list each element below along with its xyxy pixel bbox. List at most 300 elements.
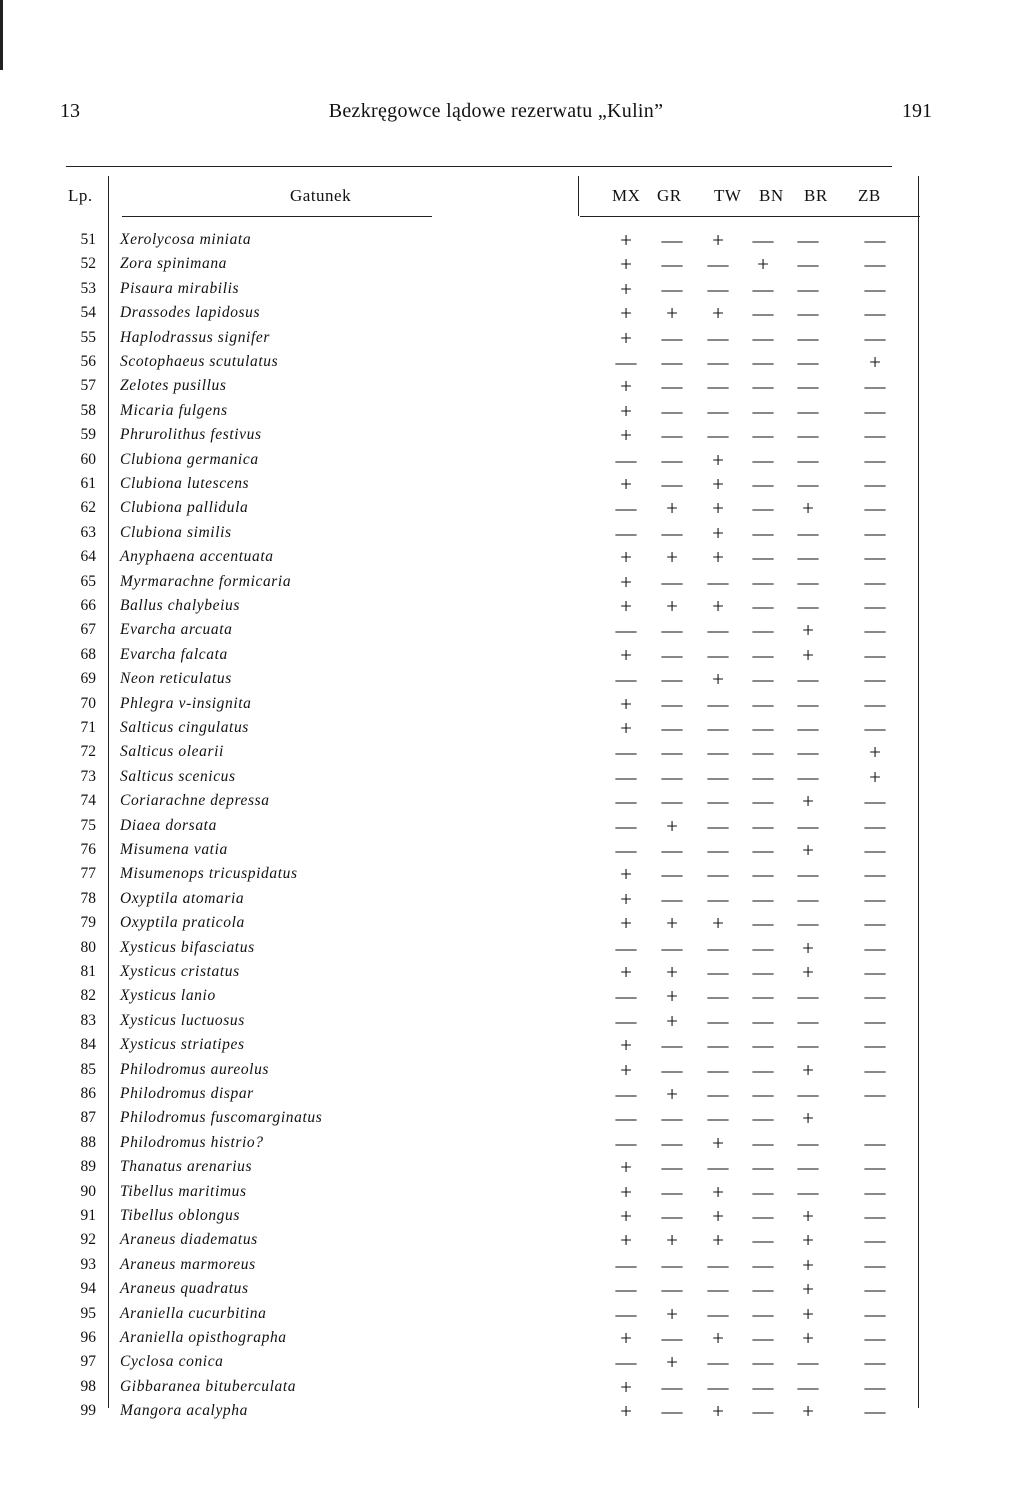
absence-mark: — (752, 716, 774, 740)
column-header-site: BR (804, 186, 828, 205)
absence-mark: — (864, 862, 886, 887)
absence-mark: — (615, 1130, 637, 1155)
species-name: Drassodes lapidosus (120, 304, 261, 322)
absence-mark: — (661, 642, 683, 667)
row-number: 94 (80, 1280, 96, 1298)
species-name: Xysticus bifasciatus (120, 938, 255, 956)
absence-mark: — (864, 301, 886, 326)
absence-mark: — (661, 447, 683, 472)
presence-mark: + (620, 911, 632, 936)
species-name: Thanatus arenarius (120, 1158, 253, 1176)
presence-mark: + (620, 1399, 632, 1424)
presence-mark: + (802, 1106, 814, 1131)
table-row (0, 228, 1024, 252)
presence-mark: + (666, 301, 678, 326)
absence-mark: — (752, 1082, 774, 1106)
absence-mark: — (707, 789, 729, 814)
presence-mark: + (802, 642, 814, 667)
absence-mark: — (615, 618, 637, 643)
absence-mark: — (707, 984, 729, 1009)
absence-mark: — (661, 1399, 683, 1424)
absence-mark: — (752, 667, 774, 692)
presence-mark: + (802, 1057, 814, 1082)
absence-mark: — (864, 398, 886, 423)
presence-mark: + (802, 1252, 814, 1277)
table-row (0, 326, 1024, 350)
absence-mark: — (661, 667, 683, 692)
presence-mark: + (620, 374, 632, 399)
table-row (0, 692, 1024, 716)
absence-mark: — (752, 691, 774, 716)
absence-mark: — (707, 1057, 729, 1082)
absence-mark: — (752, 886, 774, 911)
presence-mark: + (620, 252, 632, 277)
absence-mark: — (661, 691, 683, 716)
absence-mark: — (752, 1057, 774, 1082)
column-header-site: MX (612, 186, 641, 205)
row-number: 80 (80, 938, 96, 956)
absence-mark: — (615, 496, 637, 521)
species-name: Phrurolithus festivus (120, 426, 262, 444)
presence-mark: + (802, 1228, 814, 1253)
presence-mark: + (620, 960, 632, 984)
absence-mark: — (864, 1008, 886, 1033)
absence-mark: — (797, 886, 819, 911)
table-row (0, 1399, 1024, 1423)
absence-mark: — (797, 691, 819, 716)
absence-mark: — (752, 1277, 774, 1302)
absence-mark: — (864, 642, 886, 667)
absence-mark: — (797, 1155, 819, 1180)
row-number: 66 (80, 597, 96, 614)
absence-mark: — (707, 813, 729, 838)
row-number: 86 (80, 1085, 96, 1102)
absence-mark: — (752, 569, 774, 594)
table-row (0, 277, 1024, 301)
absence-mark: — (707, 764, 729, 789)
table-row (0, 740, 1024, 764)
presence-mark: + (712, 1179, 724, 1204)
presence-mark: + (620, 545, 632, 570)
presence-mark: + (712, 1204, 724, 1228)
species-name: Xysticus luctuosus (120, 1011, 245, 1029)
absence-mark: — (661, 423, 683, 448)
absence-mark: — (707, 252, 729, 277)
absence-mark: — (707, 618, 729, 643)
absence-mark: — (797, 276, 819, 301)
absence-mark: — (661, 1106, 683, 1131)
absence-mark: — (661, 276, 683, 301)
species-name: Zelotes pusillus (120, 377, 227, 395)
absence-mark: — (797, 594, 819, 618)
presence-mark: + (620, 228, 632, 252)
row-number: 68 (80, 645, 96, 663)
species-name: Ballus chalybeius (120, 597, 240, 614)
species-name: Araniella cucurbitina (120, 1304, 267, 1322)
species-name: Xysticus lanio (120, 987, 216, 1005)
row-number: 96 (80, 1329, 96, 1346)
species-name: Araneus quadratus (120, 1280, 249, 1298)
species-name: Araniella opisthographa (120, 1329, 287, 1346)
absence-mark: — (707, 1008, 729, 1033)
presence-mark: + (802, 1399, 814, 1424)
table-row (0, 1253, 1024, 1277)
absence-mark: — (752, 398, 774, 423)
species-name: Xysticus striatipes (120, 1036, 245, 1054)
absence-mark: — (752, 1204, 774, 1228)
absence-mark: — (797, 1374, 819, 1399)
row-number: 72 (80, 743, 96, 761)
absence-mark: — (797, 545, 819, 570)
presence-mark: + (712, 301, 724, 326)
table-row (0, 1375, 1024, 1399)
absence-mark: — (707, 350, 729, 374)
species-name: Zora spinimana (120, 255, 228, 273)
absence-mark: — (661, 1277, 683, 1302)
presence-mark: + (666, 1301, 678, 1326)
row-number: 60 (80, 450, 96, 468)
absence-mark: — (864, 496, 886, 521)
absence-mark: — (707, 691, 729, 716)
absence-mark: — (864, 1326, 886, 1350)
presence-mark: + (620, 1057, 632, 1082)
presence-mark: + (802, 935, 814, 960)
presence-mark: + (666, 496, 678, 521)
absence-mark: — (661, 374, 683, 399)
absence-mark: — (864, 618, 886, 643)
row-number: 78 (80, 889, 96, 907)
absence-mark: — (707, 1252, 729, 1277)
absence-mark: — (661, 252, 683, 277)
table-row (0, 1277, 1024, 1301)
table-row (0, 1058, 1024, 1082)
species-name: Clubiona germanica (120, 450, 259, 468)
presence-mark: + (620, 862, 632, 887)
table-row (0, 667, 1024, 691)
species-name: Oxyptila praticola (120, 914, 245, 932)
presence-mark: + (802, 1277, 814, 1302)
presence-mark: + (620, 691, 632, 716)
table-row (0, 1350, 1024, 1374)
absence-mark: — (797, 398, 819, 423)
absence-mark: — (661, 1204, 683, 1228)
presence-mark: + (620, 1155, 632, 1180)
presence-mark: + (712, 472, 724, 496)
table-row (0, 374, 1024, 398)
absence-mark: — (707, 1374, 729, 1399)
species-name: Philodromus fuscomarginatus (120, 1109, 323, 1127)
presence-mark: + (712, 228, 724, 252)
row-number: 81 (80, 963, 96, 980)
absence-mark: — (707, 1350, 729, 1375)
absence-mark: — (797, 1008, 819, 1033)
table-row (0, 252, 1024, 276)
presence-mark: + (712, 1130, 724, 1155)
absence-mark: — (864, 886, 886, 911)
row-number: 82 (80, 987, 96, 1005)
absence-mark: — (797, 984, 819, 1009)
absence-mark: — (707, 960, 729, 984)
species-name: Neon reticulatus (120, 670, 232, 688)
species-name: Clubiona lutescens (120, 475, 250, 492)
absence-mark: — (864, 228, 886, 252)
absence-mark: — (707, 886, 729, 911)
absence-mark: — (752, 813, 774, 838)
absence-mark: — (661, 1374, 683, 1399)
presence-mark: + (620, 301, 632, 326)
absence-mark: — (752, 496, 774, 521)
absence-mark: — (615, 813, 637, 838)
absence-mark: — (797, 716, 819, 740)
presence-mark: + (666, 545, 678, 570)
absence-mark: — (864, 423, 886, 448)
absence-mark: — (752, 618, 774, 643)
table-top-rule (66, 166, 892, 167)
absence-mark: — (752, 301, 774, 326)
absence-mark: — (864, 960, 886, 984)
table-row (0, 545, 1024, 569)
absence-mark: — (661, 520, 683, 545)
presence-mark: + (802, 1204, 814, 1228)
species-name: Philodromus histrio? (120, 1133, 264, 1151)
absence-mark: — (752, 325, 774, 350)
absence-mark: — (864, 1179, 886, 1204)
species-name: Evarcha falcata (120, 645, 228, 663)
absence-mark: — (661, 838, 683, 862)
absence-mark: — (661, 569, 683, 594)
table-row (0, 887, 1024, 911)
table-row (0, 1204, 1024, 1228)
absence-mark: — (661, 1130, 683, 1155)
table-row (0, 1009, 1024, 1033)
absence-mark: — (864, 1204, 886, 1228)
presence-mark: + (620, 1374, 632, 1399)
table-row (0, 1155, 1024, 1179)
absence-mark: — (661, 472, 683, 496)
presence-mark: + (666, 1228, 678, 1253)
absence-mark: — (752, 350, 774, 374)
table-row (0, 862, 1024, 886)
running-header (60, 100, 932, 132)
row-number: 85 (80, 1060, 96, 1078)
presence-mark: + (712, 1326, 724, 1350)
column-header-site: ZB (858, 186, 881, 205)
absence-mark: — (864, 813, 886, 838)
row-number: 54 (80, 304, 96, 322)
presence-mark: + (712, 496, 724, 521)
absence-mark: — (752, 1228, 774, 1253)
presence-mark: + (712, 520, 724, 545)
absence-mark: — (707, 569, 729, 594)
table-row (0, 1106, 1024, 1130)
presence-mark: + (620, 1204, 632, 1228)
absence-mark: — (707, 325, 729, 350)
absence-mark: — (615, 1350, 637, 1375)
row-number: 89 (80, 1158, 96, 1176)
absence-mark (860, 1106, 890, 1130)
row-number: 70 (80, 694, 96, 712)
absence-mark: — (864, 911, 886, 936)
species-name: Mangora acalypha (120, 1402, 248, 1420)
absence-mark: — (752, 838, 774, 862)
absence-mark: — (707, 1301, 729, 1326)
table-row (0, 789, 1024, 813)
table-row (0, 521, 1024, 545)
row-number: 58 (80, 401, 96, 419)
absence-mark: — (797, 740, 819, 765)
absence-mark: — (615, 667, 637, 692)
row-number: 71 (80, 719, 96, 736)
absence-mark: — (661, 862, 683, 887)
table-row (0, 716, 1024, 740)
presence-mark: + (666, 813, 678, 838)
absence-mark: — (752, 764, 774, 789)
table-row (0, 570, 1024, 594)
row-number: 57 (80, 377, 96, 395)
absence-mark: — (615, 984, 637, 1009)
table-row (0, 448, 1024, 472)
absence-mark: — (797, 1033, 819, 1058)
presence-mark: + (620, 423, 632, 448)
absence-mark: — (707, 1082, 729, 1106)
page-number: 191 (902, 100, 932, 122)
table-row (0, 1033, 1024, 1057)
species-name: Clubiona similis (120, 523, 232, 541)
table-row (0, 911, 1024, 935)
absence-mark: — (615, 838, 637, 862)
absence-mark: — (797, 228, 819, 252)
table-row (0, 350, 1024, 374)
presence-mark: + (620, 716, 632, 740)
row-number: 73 (80, 767, 96, 785)
row-number: 77 (80, 865, 96, 883)
absence-mark: — (797, 350, 819, 374)
row-number: 75 (80, 816, 96, 834)
column-header-site: GR (657, 186, 682, 205)
absence-mark: — (615, 789, 637, 814)
absence-mark: — (661, 618, 683, 643)
species-name: Salticus cingulatus (120, 719, 249, 736)
row-number: 51 (80, 231, 96, 248)
row-number: 64 (80, 548, 96, 566)
absence-mark: — (864, 716, 886, 740)
absence-mark: — (864, 325, 886, 350)
absence-mark: — (752, 789, 774, 814)
absence-mark: — (797, 667, 819, 692)
species-name: Misumena vatia (120, 841, 228, 858)
species-name: Gibbaranea bituberculata (120, 1377, 297, 1395)
absence-mark: — (864, 1033, 886, 1058)
species-name: Clubiona pallidula (120, 499, 249, 517)
absence-mark: — (707, 838, 729, 862)
row-number: 83 (80, 1011, 96, 1029)
presence-mark: + (869, 350, 881, 374)
absence-mark: — (864, 1252, 886, 1277)
presence-mark: + (712, 911, 724, 936)
table-row (0, 423, 1024, 447)
running-title: Bezkręgowce lądowe rezerwatu „Kulin” (328, 100, 664, 122)
presence-mark: + (802, 1301, 814, 1326)
presence-mark: + (712, 594, 724, 618)
absence-mark: — (661, 350, 683, 374)
presence-mark: + (712, 447, 724, 472)
species-name: Misumenops tricuspidatus (120, 865, 298, 883)
absence-mark: — (752, 276, 774, 301)
presence-mark: + (620, 1326, 632, 1350)
absence-mark: — (661, 886, 683, 911)
absence-mark: — (615, 1106, 637, 1131)
absence-mark: — (707, 1277, 729, 1302)
species-name: Oxyptila atomaria (120, 889, 245, 907)
absence-mark: — (864, 984, 886, 1009)
species-name: Micaria fulgens (120, 401, 228, 419)
row-number: 98 (80, 1377, 96, 1395)
row-number: 95 (80, 1304, 96, 1322)
absence-mark: — (752, 423, 774, 448)
absence-mark: — (797, 1130, 819, 1155)
absence-mark: — (752, 1155, 774, 1180)
absence-mark: — (661, 740, 683, 765)
absence-mark: — (615, 350, 637, 374)
absence-mark: — (797, 911, 819, 936)
presence-mark: + (666, 911, 678, 936)
absence-mark: — (615, 1008, 637, 1033)
presence-mark: + (620, 398, 632, 423)
presence-mark: + (666, 594, 678, 618)
table-row (0, 814, 1024, 838)
absence-mark: — (864, 472, 886, 496)
absence-mark: — (864, 838, 886, 862)
absence-mark: — (752, 911, 774, 936)
absence-mark: — (615, 1277, 637, 1302)
row-number: 92 (80, 1231, 96, 1249)
table-row (0, 1131, 1024, 1155)
absence-mark: — (752, 520, 774, 545)
absence-mark: — (864, 667, 886, 692)
presence-mark: + (802, 618, 814, 643)
absence-mark: — (615, 1301, 637, 1326)
absence-mark: — (752, 935, 774, 960)
absence-mark: — (752, 960, 774, 984)
absence-mark: — (661, 1252, 683, 1277)
table-row (0, 838, 1024, 862)
presence-mark: + (620, 1033, 632, 1058)
page-edge-mark (0, 0, 3, 70)
header-underline-species (122, 216, 432, 217)
presence-mark: + (620, 642, 632, 667)
presence-mark: + (712, 1228, 724, 1253)
absence-mark: — (752, 1374, 774, 1399)
absence-mark: — (661, 1179, 683, 1204)
absence-mark: — (752, 984, 774, 1009)
absence-mark: — (797, 862, 819, 887)
absence-mark: — (864, 1130, 886, 1155)
absence-mark: — (752, 594, 774, 618)
absence-mark: — (797, 813, 819, 838)
absence-mark: — (864, 594, 886, 618)
row-number: 63 (80, 523, 96, 541)
absence-mark: — (797, 447, 819, 472)
absence-mark: — (615, 1252, 637, 1277)
table-row (0, 496, 1024, 520)
row-number: 88 (80, 1133, 96, 1151)
divider-sites-header (578, 176, 579, 216)
presence-mark: + (666, 960, 678, 984)
presence-mark: + (666, 1082, 678, 1106)
absence-mark: — (707, 642, 729, 667)
absence-mark: — (864, 545, 886, 570)
absence-mark: — (615, 764, 637, 789)
